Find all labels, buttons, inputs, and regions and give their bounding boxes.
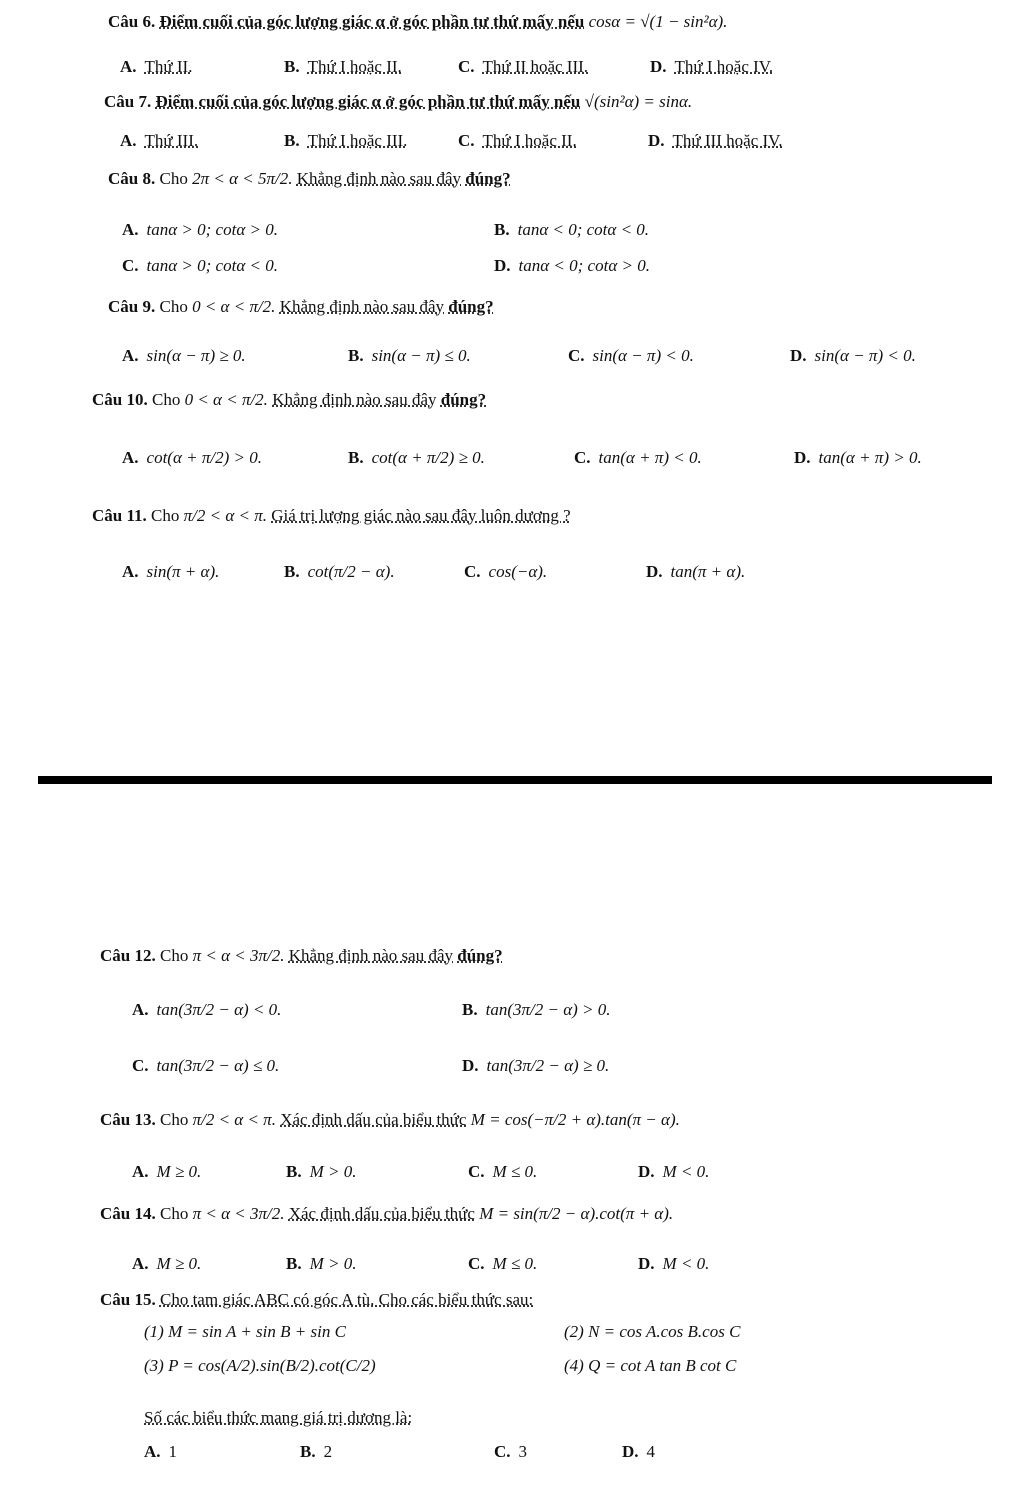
text-fragment: C.: [568, 346, 585, 365]
q10-option-a[interactable]: [122, 448, 262, 468]
text-fragment: Xác định dấu của biểu thức: [288, 1204, 475, 1223]
text-fragment: B.: [284, 562, 300, 581]
text-fragment: Cho tam giác ABC có góc A tù. Cho các biểu thức sau:: [159, 1290, 534, 1309]
text-fragment: Câu 12.: [100, 946, 156, 965]
q13-option-d[interactable]: [638, 1162, 709, 1182]
text-fragment: √(sin²α) = sinα.: [584, 92, 693, 111]
q7-option-a[interactable]: [120, 131, 198, 151]
text-fragment: A.: [132, 1000, 149, 1019]
text-fragment: D.: [646, 562, 663, 581]
text-fragment: B.: [286, 1254, 302, 1273]
text-fragment: Câu 9.: [108, 297, 156, 316]
text-fragment: D.: [648, 131, 665, 150]
question-11: [92, 506, 571, 526]
text-fragment: B.: [300, 1442, 316, 1461]
q13-option-c[interactable]: [468, 1162, 537, 1182]
text-fragment: tan(3π/2 − α) ≤ 0.: [156, 1056, 280, 1075]
text-fragment: tan(3π/2 − α) > 0.: [485, 1000, 611, 1019]
text-fragment: Cho: [151, 506, 180, 525]
text-fragment: Câu 11.: [92, 506, 147, 525]
text-fragment: C.: [122, 256, 139, 275]
q14-option-a[interactable]: [132, 1254, 201, 1274]
text-fragment: Cho: [159, 297, 188, 316]
text-fragment: D.: [638, 1162, 655, 1181]
text-fragment: tanα < 0; cotα < 0.: [517, 220, 650, 239]
text-fragment: tan(α + π) > 0.: [818, 448, 922, 467]
text-fragment: M = sin(π/2 − α).cot(π + α).: [479, 1204, 674, 1223]
text-fragment: C.: [132, 1056, 149, 1075]
text-fragment: B.: [348, 448, 364, 467]
text-fragment: 2: [323, 1442, 333, 1461]
text-fragment: A.: [132, 1254, 149, 1273]
q15-item-3: [144, 1356, 376, 1376]
text-fragment: M = cos(−π/2 + α).tan(π − α).: [470, 1110, 680, 1129]
text-fragment: tanα < 0; cotα > 0.: [518, 256, 650, 275]
text-fragment: sin(α − π) ≤ 0.: [371, 346, 471, 365]
text-fragment: M < 0.: [662, 1254, 710, 1273]
question-8: [108, 169, 511, 189]
q14-option-d[interactable]: [638, 1254, 709, 1274]
text-fragment: Xác định dấu của biểu thức: [280, 1110, 467, 1129]
text-fragment: M ≥ 0.: [156, 1162, 202, 1181]
q15-prompt: [144, 1408, 412, 1428]
q12-option-a[interactable]: [132, 1000, 281, 1020]
text-fragment: A.: [132, 1162, 149, 1181]
text-fragment: tan(α + π) < 0.: [598, 448, 702, 467]
text-fragment: C.: [494, 1442, 511, 1461]
text-fragment: B.: [494, 220, 510, 239]
question-13: [100, 1110, 680, 1130]
q11-option-a[interactable]: [122, 562, 219, 582]
q6-option-d[interactable]: [650, 57, 773, 77]
text-fragment: Câu 13.: [100, 1110, 156, 1129]
q15-item-2: [564, 1322, 740, 1342]
question-12: [100, 946, 503, 966]
text-fragment: C.: [464, 562, 481, 581]
text-fragment: A.: [120, 131, 137, 150]
left-margin: [0, 0, 38, 1496]
text-fragment: tan(π + α).: [670, 562, 746, 581]
text-fragment: sin(α − π) < 0.: [592, 346, 694, 365]
text-fragment: π/2 < α < π.: [192, 1110, 276, 1129]
text-fragment: cot(α + π/2) > 0.: [146, 448, 262, 467]
text-fragment: C.: [458, 131, 475, 150]
text-fragment: D.: [462, 1056, 479, 1075]
text-fragment: D.: [650, 57, 667, 76]
text-fragment: 3: [518, 1442, 528, 1461]
q12-option-d[interactable]: [462, 1056, 609, 1076]
text-fragment: Thứ II hoặc III.: [482, 57, 589, 76]
q11-option-c[interactable]: [464, 562, 547, 582]
q9-option-c[interactable]: [568, 346, 694, 366]
text-fragment: Số các biểu thức mang giá trị dương là:: [144, 1408, 413, 1427]
q15-option-b[interactable]: [300, 1442, 332, 1462]
text-fragment: D.: [794, 448, 811, 467]
q12-option-c[interactable]: [132, 1056, 279, 1076]
q6-option-b[interactable]: [284, 57, 402, 77]
text-fragment: Cho: [159, 946, 189, 965]
q15-item-1: [144, 1322, 346, 1342]
question-7: [104, 92, 692, 112]
text-fragment: B.: [286, 1162, 302, 1181]
text-fragment: 1: [168, 1442, 178, 1461]
q12-option-b[interactable]: [462, 1000, 611, 1020]
text-fragment: tanα > 0; cotα < 0.: [146, 256, 278, 275]
text-fragment: Thứ I hoặc III.: [307, 131, 408, 150]
text-fragment: cot(α + π/2) ≥ 0.: [371, 448, 485, 467]
text-fragment: D.: [790, 346, 807, 365]
text-fragment: A.: [122, 448, 139, 467]
q8-option-d[interactable]: [494, 256, 650, 276]
text-fragment: Thứ I hoặc II.: [307, 57, 402, 76]
text-fragment: B.: [284, 131, 300, 150]
top-page: [38, 0, 992, 776]
q9-option-a[interactable]: [122, 346, 246, 366]
text-fragment: đúng?: [440, 390, 487, 409]
text-fragment: Thứ I hoặc IV.: [674, 57, 774, 76]
text-fragment: Khẳng định nào sau đây: [288, 946, 454, 965]
q8-option-c[interactable]: [122, 256, 278, 276]
text-fragment: π/2 < α < π.: [183, 506, 268, 525]
text-fragment: sin(α − π) ≥ 0.: [146, 346, 246, 365]
q7-option-d[interactable]: [648, 131, 782, 151]
text-fragment: Câu 7.: [104, 92, 152, 111]
text-fragment: Cho: [151, 390, 181, 409]
text-fragment: tanα > 0; cotα > 0.: [146, 220, 278, 239]
q15-option-a[interactable]: [144, 1442, 177, 1462]
text-fragment: Câu 10.: [92, 390, 148, 409]
text-fragment: Câu 14.: [100, 1204, 156, 1223]
text-fragment: Cho: [159, 1110, 189, 1129]
text-fragment: đúng?: [448, 297, 494, 316]
text-fragment: Thứ I hoặc II.: [482, 131, 577, 150]
text-fragment: D.: [638, 1254, 655, 1273]
text-fragment: 0 < α < π/2.: [184, 390, 268, 409]
q9-option-d[interactable]: [790, 346, 916, 366]
q10-option-d[interactable]: [794, 448, 922, 468]
q11-option-d[interactable]: [646, 562, 745, 582]
text-fragment: Câu 8.: [108, 169, 156, 188]
text-fragment: A.: [122, 346, 139, 365]
text-fragment: Thứ III hoặc IV.: [672, 131, 783, 150]
bottom-page: [38, 784, 992, 1496]
question-15: [100, 1290, 533, 1310]
text-fragment: M > 0.: [309, 1254, 357, 1273]
text-fragment: Thứ II.: [144, 57, 193, 76]
q6-option-a[interactable]: [120, 57, 192, 77]
text-fragment: A.: [144, 1442, 161, 1461]
q7-option-c[interactable]: [458, 131, 577, 151]
question-14: [100, 1204, 673, 1224]
text-fragment: Khẳng định nào sau đây: [279, 297, 444, 316]
text-fragment: Điểm cuối của góc lượng giác α ở góc phần tư thứ mấy nếu: [159, 12, 585, 31]
text-fragment: π < α < 3π/2.: [192, 946, 285, 965]
text-fragment: cos(−α).: [488, 562, 548, 581]
q11-option-b[interactable]: [284, 562, 395, 582]
q15-item-4: [564, 1356, 736, 1376]
text-fragment: 0 < α < π/2.: [192, 297, 276, 316]
text-fragment: đúng?: [457, 946, 503, 965]
text-fragment: Khẳng định nào sau đây: [272, 390, 437, 409]
text-fragment: Giá trị lượng giác nào sau đây luôn dương ?: [271, 506, 571, 525]
text-fragment: A.: [122, 562, 139, 581]
q7-option-b[interactable]: [284, 131, 407, 151]
text-fragment: D.: [494, 256, 511, 275]
question-10: [92, 390, 486, 410]
text-fragment: tan(3π/2 − α) < 0.: [156, 1000, 282, 1019]
text-fragment: A.: [122, 220, 139, 239]
text-fragment: Khẳng định nào sau đây: [296, 169, 462, 188]
text-fragment: cosα = √(1 − sin²α).: [588, 12, 728, 31]
text-fragment: D.: [622, 1442, 639, 1461]
text-fragment: Cho: [159, 1204, 189, 1223]
text-fragment: M ≤ 0.: [492, 1254, 538, 1273]
text-fragment: cot(π/2 − α).: [307, 562, 395, 581]
text-fragment: Thứ III.: [144, 131, 199, 150]
q15-option-d[interactable]: [622, 1442, 655, 1462]
text-fragment: π < α < 3π/2.: [192, 1204, 285, 1223]
text-fragment: Câu 15.: [100, 1290, 156, 1309]
text-fragment: A.: [120, 57, 137, 76]
text-fragment: B.: [348, 346, 364, 365]
q14-option-c[interactable]: [468, 1254, 537, 1274]
text-fragment: (3) P = cos(A/2).sin(B/2).cot(C/2): [144, 1356, 376, 1375]
q10-option-c[interactable]: [574, 448, 702, 468]
q8-option-a[interactable]: [122, 220, 278, 240]
text-fragment: sin(α − π) < 0.: [814, 346, 916, 365]
text-fragment: (1) M = sin A + sin B + sin C: [144, 1322, 346, 1341]
text-fragment: đúng?: [465, 169, 511, 188]
question-6: [108, 12, 727, 32]
q10-option-b[interactable]: [348, 448, 485, 468]
text-fragment: M ≥ 0.: [156, 1254, 202, 1273]
text-fragment: Câu 6.: [108, 12, 156, 31]
text-fragment: 4: [646, 1442, 656, 1461]
q9-option-b[interactable]: [348, 346, 471, 366]
text-fragment: Điểm cuối của góc lượng giác α ở góc phần tư thứ mấy nếu: [155, 92, 581, 111]
text-fragment: B.: [462, 1000, 478, 1019]
text-fragment: (2) N = cos A.cos B.cos C: [564, 1322, 741, 1341]
text-fragment: B.: [284, 57, 300, 76]
text-fragment: M ≤ 0.: [492, 1162, 538, 1181]
text-fragment: C.: [574, 448, 591, 467]
q14-option-b[interactable]: [286, 1254, 356, 1274]
text-fragment: C.: [458, 57, 475, 76]
text-fragment: M < 0.: [662, 1162, 710, 1181]
text-fragment: tan(3π/2 − α) ≥ 0.: [486, 1056, 610, 1075]
right-margin: [992, 0, 1024, 1496]
question-9: [108, 297, 494, 317]
q13-option-a[interactable]: [132, 1162, 201, 1182]
text-fragment: Cho: [159, 169, 188, 188]
q6-option-c[interactable]: [458, 57, 588, 77]
text-fragment: sin(π + α).: [146, 562, 220, 581]
text-fragment: (4) Q = cot A tan B cot C: [564, 1356, 737, 1375]
q13-option-b[interactable]: [286, 1162, 356, 1182]
text-fragment: C.: [468, 1162, 485, 1181]
text-fragment: C.: [468, 1254, 485, 1273]
q15-option-c[interactable]: [494, 1442, 527, 1462]
text-fragment: M > 0.: [309, 1162, 357, 1181]
text-fragment: 2π < α < 5π/2.: [192, 169, 293, 188]
page-divider: [38, 776, 992, 784]
q8-option-b[interactable]: [494, 220, 649, 240]
